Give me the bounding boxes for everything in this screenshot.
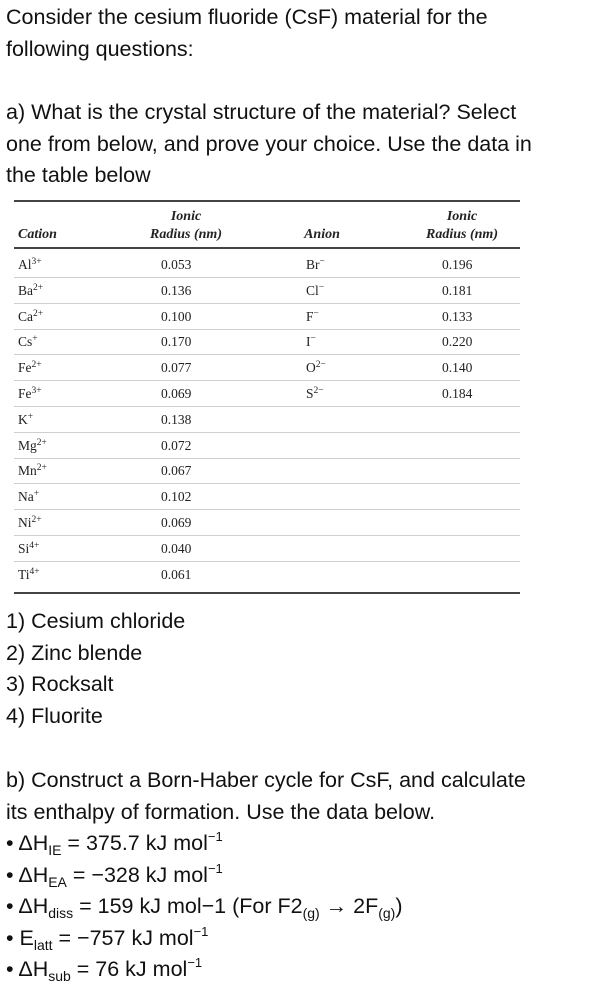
- cation-element: Al: [18, 257, 32, 272]
- anion-element: Br: [306, 257, 320, 272]
- anion-radius: 0.220: [442, 334, 473, 350]
- anion-charge: −: [319, 257, 325, 267]
- table-row-divider: [14, 329, 520, 330]
- cation-radius: 0.053: [161, 257, 192, 272]
- table-row-divider: [14, 535, 520, 536]
- option-rocksalt: 3) Rocksalt: [6, 672, 114, 696]
- cation-symbol: [18, 360, 42, 376]
- cation-charge: +: [33, 489, 40, 500]
- header-anion: Anion: [304, 227, 340, 242]
- question-a-line: the table below: [6, 163, 151, 187]
- anion-element: I: [306, 334, 311, 350]
- cation-charge: 2+: [31, 360, 42, 371]
- cation-symbol: [18, 386, 42, 402]
- table-top-rule: [14, 200, 520, 202]
- data-item-lattice-energy: • $E_{latt} = -757$ kJ mol$^{-1}$: [6, 923, 209, 953]
- question-a-line: a) What is the crystal structure of the material? Select: [6, 100, 517, 124]
- option-zinc-blende: 2) Zinc blende: [6, 640, 143, 665]
- table-row-divider: [14, 303, 520, 304]
- anion-symbol: [306, 309, 319, 325]
- cation-radius: 0.102: [161, 489, 192, 505]
- cation-symbol: [18, 257, 42, 273]
- anion-radius: 0.184: [442, 386, 473, 401]
- anion-symbol: [306, 283, 324, 299]
- ionic-radius-table: [14, 200, 520, 594]
- anion-element: F: [306, 308, 314, 324]
- cation-radius: 0.136: [161, 282, 192, 298]
- cation-charge: 3+: [31, 386, 42, 396]
- cation-charge: 2+: [33, 308, 44, 319]
- cation-symbol: [18, 489, 39, 505]
- table-bottom-rule: [14, 592, 520, 594]
- cation-element: Mg: [18, 437, 37, 453]
- header-cation: Cation: [18, 227, 57, 242]
- cation-element: Mn: [18, 463, 37, 479]
- anion-element: S: [306, 386, 314, 401]
- anion-symbol: [306, 360, 326, 376]
- cation-charge: 2+: [36, 437, 47, 448]
- answer-options: [6, 606, 185, 732]
- cation-charge: 2+: [33, 282, 44, 293]
- anion-symbol: [306, 334, 316, 350]
- question-b: [6, 765, 526, 828]
- cation-symbol: [18, 412, 33, 428]
- table-row-divider: [14, 561, 520, 562]
- anion-radius: 0.133: [442, 308, 473, 324]
- table-row-divider: [14, 277, 520, 278]
- table-row-divider: [14, 509, 520, 510]
- cation-element: Ti: [18, 566, 30, 582]
- cation-radius: 0.067: [161, 463, 192, 479]
- cation-radius: 0.077: [161, 360, 192, 376]
- question-b-line: b) Construct a Born-Haber cycle for CsF, and calculate: [6, 768, 526, 792]
- cation-charge: 2+: [31, 515, 42, 525]
- question-b-line: its enthalpy of formation. Use the data below.: [6, 799, 436, 824]
- anion-charge: −: [318, 282, 325, 293]
- cation-radius: 0.069: [161, 386, 192, 401]
- anion-element: Cl: [306, 282, 319, 298]
- anion-symbol: [306, 386, 324, 402]
- anion-radius: 0.181: [442, 282, 473, 298]
- header-radius-2: Radius (nm): [426, 227, 498, 242]
- cation-element: Fe: [18, 360, 32, 376]
- cation-symbol: [18, 463, 47, 479]
- anion-radius: 0.140: [442, 360, 473, 376]
- cation-element: Ba: [18, 282, 33, 298]
- cation-element: Cs: [18, 334, 33, 350]
- anion-charge: 2−: [315, 360, 326, 371]
- thermo-data-list: [6, 828, 403, 986]
- anion-element: O: [306, 360, 316, 376]
- table-row-divider: [14, 406, 520, 407]
- cation-radius: 0.040: [161, 540, 192, 556]
- cation-symbol: [18, 283, 43, 299]
- cation-symbol: [18, 334, 38, 350]
- table-row-divider: [14, 483, 520, 484]
- intro-text: [6, 2, 488, 65]
- cation-symbol: [18, 438, 47, 454]
- table-row-divider: [14, 380, 520, 381]
- cation-radius: 0.138: [161, 411, 192, 427]
- cation-charge: 3+: [31, 257, 42, 267]
- anion-charge: −: [313, 308, 319, 319]
- cation-element: Ca: [18, 308, 33, 324]
- table-row-divider: [14, 432, 520, 433]
- table-header-rule: [14, 247, 520, 249]
- cation-charge: +: [32, 334, 38, 345]
- cation-radius: 0.170: [161, 334, 192, 350]
- cation-charge: 2+: [36, 463, 47, 474]
- header-radius-1: Radius (nm): [150, 227, 222, 242]
- cation-charge: 4+: [29, 540, 40, 551]
- anion-symbol: [306, 257, 325, 273]
- cation-radius: 0.061: [161, 566, 192, 582]
- cation-radius: 0.100: [161, 308, 192, 324]
- cation-radius: 0.072: [161, 437, 192, 453]
- header-ionic-2: Ionic: [446, 209, 478, 224]
- data-item-electron-affinity: • $\Delta H_{EA} = -328$ kJ mol$^{-1}$: [6, 860, 223, 890]
- cation-charge: 4+: [29, 566, 40, 577]
- question-a-line: one from below, and prove your choice. Use the data in: [6, 131, 532, 156]
- intro-line: Consider the cesium fluoride (CsF) material for the: [6, 5, 488, 29]
- header-ionic-1: Ionic: [170, 209, 202, 224]
- cation-symbol: [18, 515, 42, 531]
- cation-charge: +: [27, 411, 34, 422]
- data-item-sublimation: • $\Delta H_{sub} = 76$ kJ mol$^{-1}$: [6, 955, 203, 984]
- cation-element: Ni: [18, 515, 32, 530]
- anion-radius: 0.196: [442, 257, 473, 272]
- cation-element: Si: [18, 540, 30, 556]
- data-item-ionization: • $\Delta H_{IE} = 375.7$ kJ mol$^{-1}$: [6, 829, 223, 858]
- cation-radius: 0.069: [161, 515, 192, 530]
- data-item-dissociation: • $\Delta H_{diss} = 159$ kJ mol−1 (For $F2_{(g)} \to 2F_{(g)}$): [6, 894, 403, 921]
- option-cesium-chloride: 1) Cesium chloride: [6, 609, 186, 633]
- cation-symbol: [18, 541, 39, 557]
- table-row-divider: [14, 354, 520, 355]
- cation-symbol: [18, 567, 40, 583]
- anion-charge: −: [310, 334, 316, 345]
- cation-element: Na: [18, 489, 34, 505]
- cation-element: Fe: [18, 386, 32, 401]
- anion-charge: 2−: [313, 386, 324, 396]
- question-a: [6, 97, 532, 192]
- cation-element: K: [18, 411, 28, 427]
- intro-line: following questions:: [6, 36, 194, 61]
- option-fluorite: 4) Fluorite: [6, 703, 103, 728]
- cation-symbol: [18, 309, 43, 325]
- table-row-divider: [14, 458, 520, 459]
